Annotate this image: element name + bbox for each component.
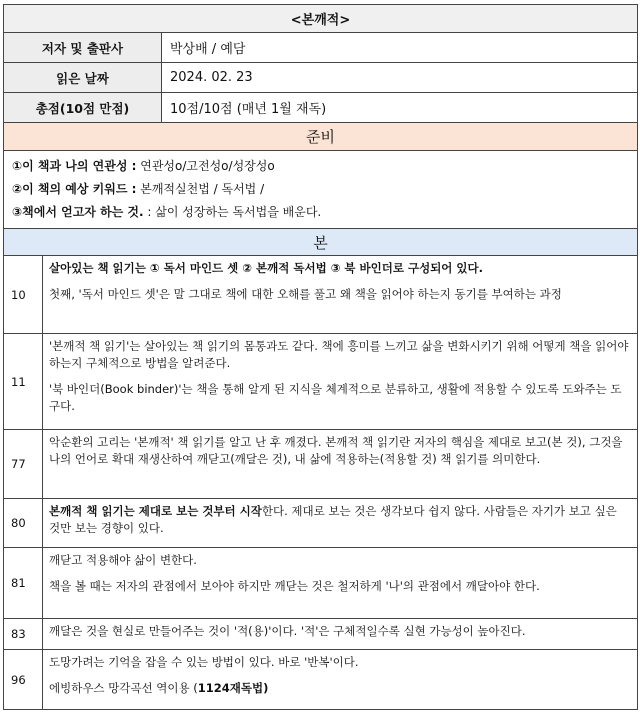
table-row [4,256,638,334]
note-paragraph: 책을 볼 때는 저자의 관점에서 보아야 하지만 깨닫는 것은 철저하게 '나'의 관점에서 깨달아야 한다. [49,579,540,593]
table-row [4,430,638,499]
prep-relation [12,155,629,178]
prep-keyword-value: 본깨적실천법 / 독서법 / [140,182,265,196]
note-text [43,650,638,710]
prep-goal-value: : 삶이 성장하는 독서법을 배운다. [147,205,322,219]
body-section-heading: 본 [4,229,638,256]
prep-goal-label: ③책에서 얻고자 하는 것. [12,205,144,219]
table-row [4,499,638,548]
note-paragraph: '본깨적 책 읽기'는 살아있는 책 읽기의 몸통과도 같다. 책에 흥미를 느끼고 삶을 변화시키기 위해 어떻게 책을 읽어야 하는지 구체적으로 방법을 알려준다. [49,339,629,370]
note-text [43,256,638,334]
note-text [43,499,638,548]
score-label: 총점(10점 만점) [4,93,162,123]
note-text [43,548,638,619]
table-row [4,548,638,619]
table-row [4,650,638,710]
document-title: <본깨적> [4,5,638,33]
page-number: 81 [4,548,43,619]
author-label: 저자 및 출판사 [4,33,162,63]
table-row [4,334,638,430]
note-text [43,619,638,650]
note-text-end: ) [263,681,269,695]
prep-goal [12,201,629,224]
prep-relation-label: ①이 책과 나의 연관성 : [12,159,137,173]
page-number: 96 [4,650,43,710]
prep-section-heading: 준비 [4,123,638,151]
page-number: 11 [4,334,43,430]
note-paragraph: 깨달은 것을 현실로 만들어주는 것이 '적(용)'이다. '적'은 구체적일수록 실현 가능성이 높아진다. [49,624,526,638]
note-emphasis: 1124재독법 [197,681,264,695]
note-paragraph: 악순환의 고리는 '본깨적' 책 읽기를 알고 난 후 깨졌다. 본깨적 책 읽기란 저자의 핵심을 제대로 보고(본 것), 그것을 나의 언어로 확대 재생산하여 깨닫고(깨달은 것), 내 삶에 적용하는(적용할 것) 책 읽기를 의미한다. [49,435,623,466]
note-paragraph [49,503,631,537]
prep-content [4,151,638,229]
table-row [4,619,638,650]
prep-keyword [12,178,629,201]
note-paragraph: 첫째, '독서 마인드 셋'은 말 그대로 책에 대한 오해를 풀고 왜 책을 읽어야 하는지 동기를 부여하는 과정 [49,287,562,301]
note-paragraph: 깨닫고 적용해야 삶이 변한다. [49,553,197,567]
note-paragraph [49,680,631,697]
note-text [43,334,638,430]
prep-relation-value: 연관성o/고전성o/성장성o [140,159,275,173]
note-paragraph: 도망가려는 기억을 잡을 수 있는 방법이 있다. 바로 '반복'이다. [49,655,359,669]
note-text-rest: 에빙하우스 망각곡선 역이용 ( [49,681,198,695]
page-number: 10 [4,256,43,334]
author-value: 박상배 / 예담 [162,33,638,63]
page-number: 80 [4,499,43,548]
read-date-value: 2024. 02. 23 [162,63,638,93]
note-text-rest: 한다. 제대로 보는 것은 생각보다 쉽지 않다. 사람들은 자기가 보고 싶은 것만 보는 경향이 있다. [49,504,617,535]
read-date-label: 읽은 날짜 [4,63,162,93]
score-value: 10점/10점 (매년 1월 재독) [162,93,638,123]
note-emphasis: 본깨적 책 읽기는 제대로 보는 것부터 시작 [49,504,262,518]
page-number: 83 [4,619,43,650]
note-paragraph: '북 바인더(Book binder)'는 책을 통해 알게 된 지식을 체계적으로 분류하고, 생활에 적용할 수 있도록 도와주는 도구다. [49,382,622,413]
prep-keyword-label: ②이 책의 예상 키워드 : [12,182,137,196]
note-text [43,430,638,499]
note-paragraph: 살아있는 책 읽기는 ① 독서 마인드 셋 ② 본깨적 독서법 ③ 북 바인더로 구성되어 있다. [49,261,484,275]
page-number: 77 [4,430,43,499]
book-note-table [3,4,638,710]
